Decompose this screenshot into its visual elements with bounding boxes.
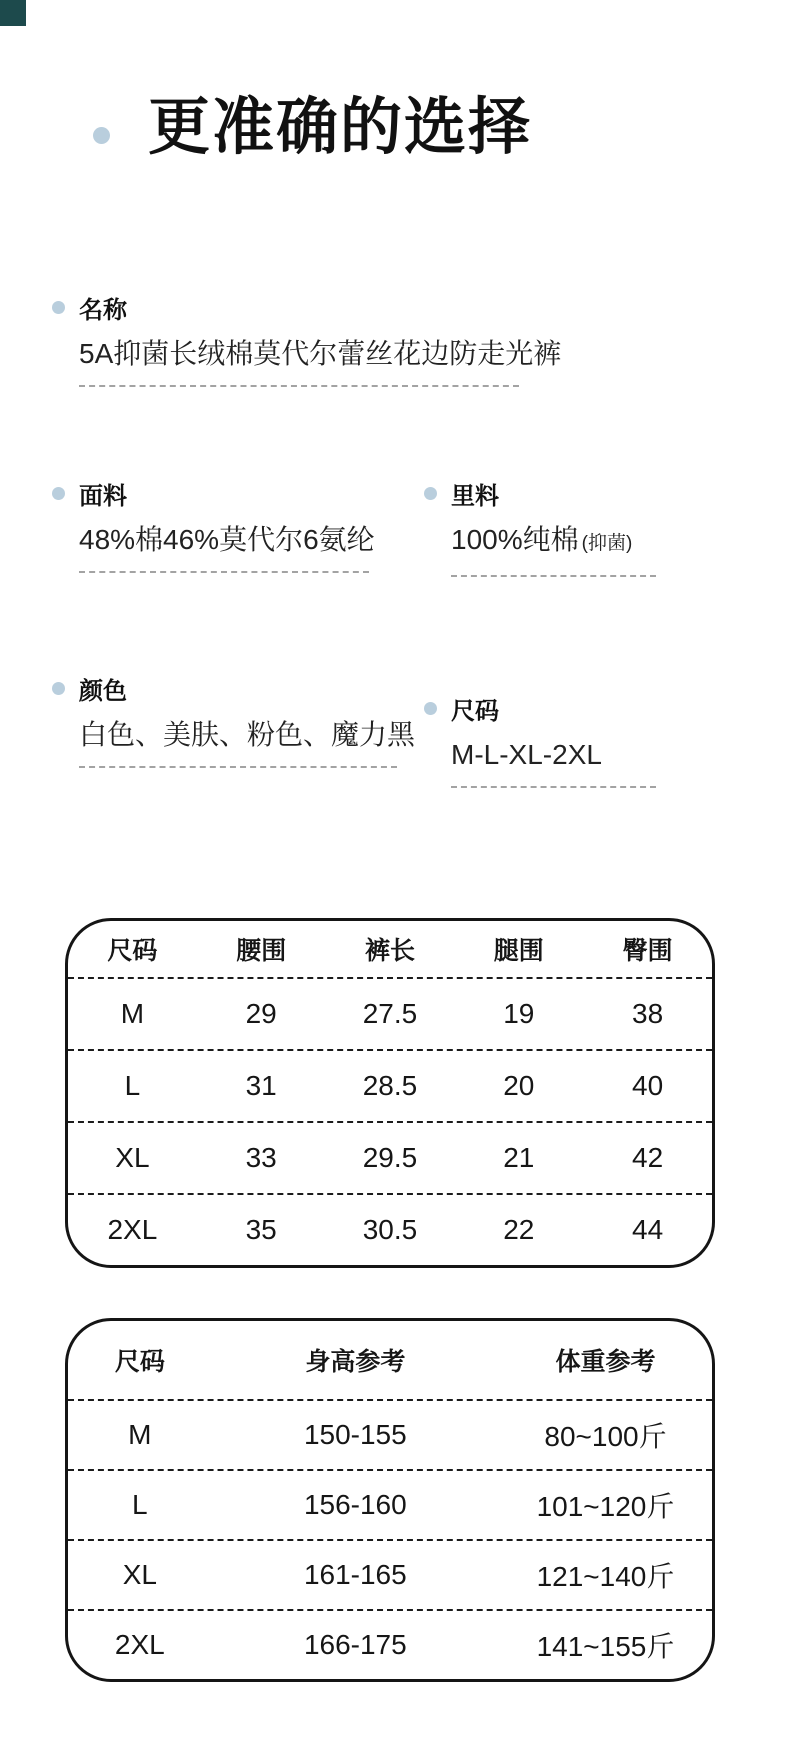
table-cell: 166-175 bbox=[303, 1629, 407, 1660]
dashed-divider bbox=[79, 766, 397, 768]
dashed-divider bbox=[79, 385, 519, 387]
page-title: 更准确的选择 bbox=[148, 93, 533, 162]
table-header-cell: 臀围 bbox=[622, 937, 673, 965]
table-cell: 121~140斤 bbox=[536, 1561, 675, 1592]
spec-value bbox=[424, 522, 656, 562]
table-cell: XL bbox=[115, 1142, 150, 1173]
bullet-dot-icon bbox=[424, 702, 437, 715]
table-cell: 156-160 bbox=[303, 1489, 407, 1520]
table-cell: 29.5 bbox=[362, 1142, 418, 1173]
spec-value: 5A抑菌长绒棉莫代尔蕾丝花边防走光裤 bbox=[79, 338, 562, 369]
spec-label: 名称 bbox=[79, 296, 127, 324]
spec-label: 面料 bbox=[79, 482, 127, 510]
table-cell: 30.5 bbox=[362, 1214, 418, 1245]
table-cell: 27.5 bbox=[362, 998, 418, 1029]
spec-lining bbox=[424, 478, 656, 577]
spec-value: 白色、美肤、粉色、魔力黑 bbox=[79, 719, 416, 750]
table-header-cell: 尺码 bbox=[114, 1348, 165, 1376]
table-cell: L bbox=[124, 1070, 141, 1101]
table-cell: 42 bbox=[632, 1142, 664, 1173]
table-cell: 150-155 bbox=[303, 1419, 407, 1450]
table-cell: 20 bbox=[503, 1070, 535, 1101]
dashed-divider bbox=[79, 571, 369, 573]
spec-label-row bbox=[52, 478, 375, 508]
table-row bbox=[68, 1049, 712, 1121]
bullet-dot-icon bbox=[424, 487, 437, 500]
spec-value: 48%棉46%莫代尔6氨纶 bbox=[79, 524, 375, 555]
table-cell: 141~155斤 bbox=[536, 1631, 675, 1662]
table-header-cell: 身高参考 bbox=[305, 1348, 406, 1376]
table-cell: XL bbox=[122, 1559, 157, 1590]
table-header-cell: 腿围 bbox=[493, 937, 544, 965]
table-header-cell: 腰围 bbox=[236, 937, 287, 965]
spec-label-row bbox=[424, 693, 656, 723]
spec-value: M-L-XL-2XL bbox=[451, 739, 602, 770]
table-cell: 44 bbox=[632, 1214, 664, 1245]
table-row bbox=[68, 1609, 712, 1679]
table-cell: 80~100斤 bbox=[544, 1421, 667, 1452]
table-header-cell: 体重参考 bbox=[555, 1348, 656, 1376]
table-cell: 101~120斤 bbox=[536, 1491, 675, 1522]
spec-color bbox=[52, 673, 415, 768]
table-cell: 2XL bbox=[107, 1214, 158, 1245]
spec-value-main: 100%纯棉 bbox=[451, 524, 579, 555]
bullet-dot-icon bbox=[52, 487, 65, 500]
dashed-divider bbox=[451, 575, 656, 577]
bullet-dot-icon bbox=[52, 682, 65, 695]
table-cell: 161-165 bbox=[303, 1559, 407, 1590]
table-row bbox=[68, 1539, 712, 1609]
table-row bbox=[68, 1469, 712, 1539]
spec-label: 尺码 bbox=[451, 697, 499, 725]
spec-label-row bbox=[52, 292, 561, 322]
spec-label-row bbox=[424, 478, 656, 508]
spec-fabric bbox=[52, 478, 375, 573]
table-cell: M bbox=[128, 1419, 152, 1450]
table-header-row bbox=[68, 1321, 712, 1399]
table-cell: 40 bbox=[632, 1070, 664, 1101]
spec-value-note: (抑菌) bbox=[581, 533, 633, 554]
spec-label: 里料 bbox=[451, 482, 499, 510]
table-cell: 28.5 bbox=[362, 1070, 418, 1101]
table-header-cell: 尺码 bbox=[107, 937, 158, 965]
table-cell: 2XL bbox=[114, 1629, 165, 1660]
table-cell: 22 bbox=[503, 1214, 535, 1245]
table-row bbox=[68, 1399, 712, 1469]
table-cell: 19 bbox=[503, 998, 535, 1029]
height-weight-reference-table bbox=[65, 1318, 715, 1682]
table-cell: 21 bbox=[503, 1142, 535, 1173]
table-cell: 33 bbox=[245, 1142, 277, 1173]
dashed-divider bbox=[451, 786, 656, 788]
table-cell: L bbox=[132, 1489, 148, 1520]
bullet-dot-icon bbox=[93, 127, 110, 144]
table-cell: M bbox=[120, 998, 145, 1029]
table-row bbox=[68, 1121, 712, 1193]
table-cell: 31 bbox=[245, 1070, 277, 1101]
table-cell: 29 bbox=[245, 998, 277, 1029]
spec-size bbox=[424, 693, 656, 788]
table-row bbox=[68, 977, 712, 1049]
size-measurement-table bbox=[65, 918, 715, 1268]
table-row bbox=[68, 1193, 712, 1265]
spec-name bbox=[52, 292, 561, 387]
bullet-dot-icon bbox=[52, 301, 65, 314]
spec-label: 颜色 bbox=[79, 677, 127, 705]
spec-label-row bbox=[52, 673, 415, 703]
table-cell: 35 bbox=[245, 1214, 277, 1245]
table-cell: 38 bbox=[632, 998, 664, 1029]
corner-accent bbox=[0, 0, 26, 26]
table-header-row bbox=[68, 921, 712, 977]
table-header-cell: 裤长 bbox=[364, 937, 415, 965]
page-title-row bbox=[93, 80, 532, 176]
